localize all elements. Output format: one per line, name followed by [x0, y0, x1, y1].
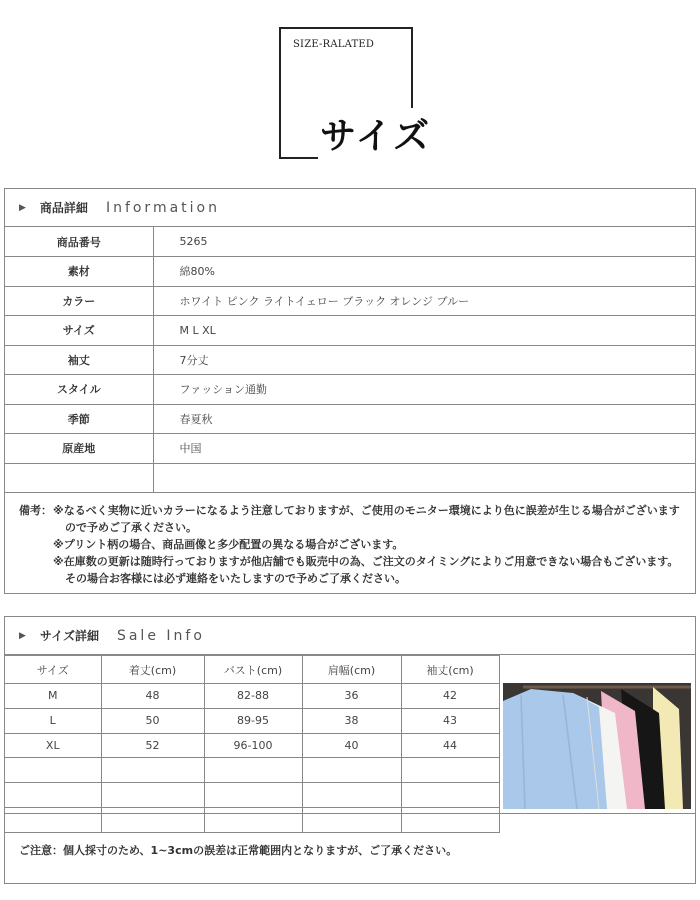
table-row: [5, 375, 695, 405]
info-section: [4, 188, 696, 594]
table-cell: [204, 758, 302, 783]
caution-note: ご注意：個人採寸のため、1~3cmの誤差は正常範囲内となりますが、ご了承ください。: [5, 813, 695, 884]
row-value: 5265: [153, 227, 695, 257]
row-value: 綿80%: [153, 257, 695, 287]
table-cell: M: [5, 684, 101, 709]
table-cell: 52: [101, 733, 204, 758]
table-row: [5, 684, 499, 709]
size-section-header: [5, 617, 695, 655]
triangle-right-icon: ▶: [19, 630, 26, 641]
table-cell: L: [5, 708, 101, 733]
table-row: [5, 404, 695, 434]
row-label: 原産地: [5, 434, 153, 464]
table-cell: 38: [302, 708, 401, 733]
product-photo: [503, 683, 691, 809]
table-cell: [5, 783, 101, 808]
info-heading-jp: 商品詳細: [39, 201, 88, 215]
table-row: [5, 708, 499, 733]
table-cell: 43: [401, 708, 499, 733]
table-cell: 82-88: [204, 684, 302, 709]
triangle-right-icon: ▶: [19, 202, 26, 213]
info-table: [5, 227, 695, 493]
table-row: [5, 783, 499, 808]
table-row: [5, 286, 695, 316]
table-row: [5, 758, 499, 783]
row-value: [153, 463, 695, 493]
table-cell: 96-100: [204, 733, 302, 758]
table-row: [5, 345, 695, 375]
row-label: 商品番号: [5, 227, 153, 257]
table-row: [5, 463, 695, 493]
table-cell: [101, 758, 204, 783]
table-cell: 40: [302, 733, 401, 758]
table-cell: [401, 783, 499, 808]
row-label: カラー: [5, 286, 153, 316]
row-label: 素材: [5, 257, 153, 287]
table-cell: [204, 783, 302, 808]
cardigans-illustration: [503, 683, 691, 809]
row-value: 7分丈: [153, 345, 695, 375]
note-line: ※なるべく実物に近いカラーになるよう注意しておりますが、ご使用のモニター環境により色に誤差が生じる場合がございます: [53, 504, 680, 517]
table-cell: XL: [5, 733, 101, 758]
table-cell: 42: [401, 684, 499, 709]
table-cell: [401, 758, 499, 783]
column-header: サイズ: [5, 656, 101, 684]
size-heading-en: Sale Info: [116, 627, 205, 644]
column-header: 着丈(cm): [101, 656, 204, 684]
size-section: [4, 616, 696, 884]
info-heading-en: Information: [105, 199, 220, 216]
page-title: サイズ: [318, 108, 433, 159]
column-header: 肩幅(cm): [302, 656, 401, 684]
note-line: ※プリント柄の場合、商品画像と多少配置の異なる場合がございます。: [53, 538, 404, 551]
size-heading-jp: サイズ詳細: [39, 629, 99, 643]
note-line: ので予めご了承ください。: [65, 521, 197, 534]
table-row: [5, 733, 499, 758]
table-cell: [302, 758, 401, 783]
table-cell: 48: [101, 684, 204, 709]
note-line: その場合お客様には必ず連絡をいたしますので予めご了承ください。: [65, 572, 406, 585]
row-label: 季節: [5, 404, 153, 434]
blue-cardigan: [503, 689, 607, 809]
logo-subtitle: SIZE-RALATED: [293, 39, 375, 50]
row-value: ファッション通勤: [153, 375, 695, 405]
table-cell: 44: [401, 733, 499, 758]
table-header-row: [5, 656, 499, 684]
notes-block: [5, 493, 695, 587]
row-label: サイズ: [5, 316, 153, 346]
row-value: ホワイト ピンク ライトイェロー ブラック オレンジ ブルー: [153, 286, 695, 316]
size-table: [5, 655, 500, 833]
table-cell: [302, 783, 401, 808]
table-row: [5, 316, 695, 346]
notes-label: 備考：: [19, 504, 52, 517]
row-label: [5, 463, 153, 493]
column-header: 袖丈(cm): [401, 656, 499, 684]
info-section-header: [5, 189, 695, 227]
column-header: バスト(cm): [204, 656, 302, 684]
note-line: ※在庫数の更新は随時行っておりますが他店舗でも販売中の為、ご注文のタイミングによりご用意できない場合もございます。: [53, 555, 679, 568]
table-cell: [101, 783, 204, 808]
table-cell: [5, 758, 101, 783]
table-row: [5, 434, 695, 464]
row-value: 春夏秋: [153, 404, 695, 434]
table-cell: 50: [101, 708, 204, 733]
logo-frame-right-line: [411, 27, 413, 109]
row-value: 中国: [153, 434, 695, 464]
row-label: スタイル: [5, 375, 153, 405]
row-label: 袖丈: [5, 345, 153, 375]
table-row: [5, 257, 695, 287]
table-row: [5, 227, 695, 257]
table-cell: 89-95: [204, 708, 302, 733]
table-cell: 36: [302, 684, 401, 709]
row-value: M L XL: [153, 316, 695, 346]
